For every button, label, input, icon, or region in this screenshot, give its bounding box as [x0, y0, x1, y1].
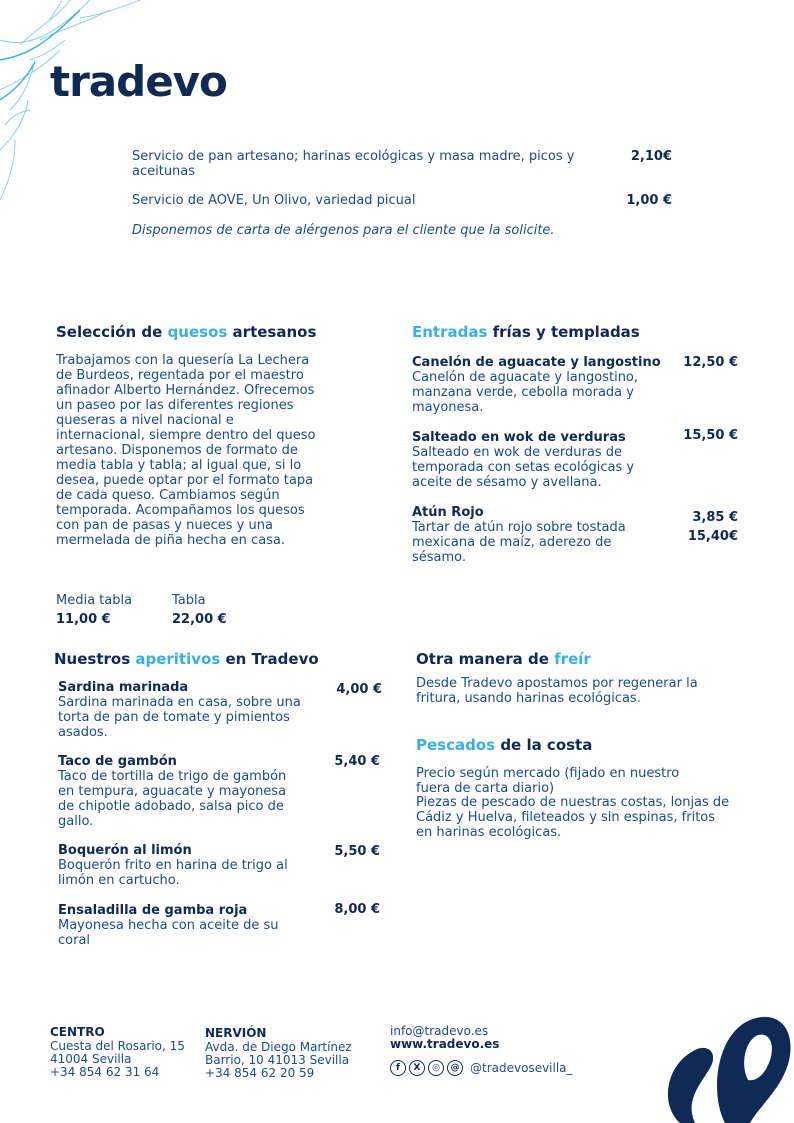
cheese-title-post: artesanos: [227, 323, 317, 341]
starter-item-price: 15,50 €: [683, 428, 738, 443]
aperitivo-item-name: Taco de gambón: [58, 754, 177, 769]
fish-title-highlight: Pescados: [416, 736, 496, 754]
aperitivos-title-pre: Nuestros: [54, 650, 136, 668]
starters-section-title: [412, 323, 640, 341]
cheese-format-half-label: Media tabla: [56, 593, 133, 608]
starter-item-name: Salteado en wok de verduras: [412, 430, 626, 445]
cheese-format-full-price: 22,00 €: [172, 612, 227, 627]
starter-item-price: 3,85 €: [692, 510, 738, 525]
footer-nervion-address-2: Barrio, 10 41013 Sevilla: [205, 1053, 350, 1067]
cheese-description: Trabajamos con la quesería La Lechera de Burdeos, regentada por el maestro afinador Alberto Hernández. Ofrecemos un paseo por las diferentes regiones queseras a nivel nacional e internacional, siempre dentro del queso artesano. Disponemos de formato de media tabla y tabla; al igual que, si lo desea, puede optar por el formato tapa de cada queso. Cambiamos según temporada. Acompañamos los quesos con pan de pasas y nueces y una mermelada de piña hecha en casa.: [56, 353, 316, 548]
starter-item-name: Canelón de aguacate y langostino: [412, 355, 661, 370]
fish-price-note: Precio según mercado (fijado en nuestro fuera de carta diario): [416, 766, 680, 796]
starter-item-desc: Tartar de atún rojo sobre tostada mexicana de maíz, aderezo de sésamo.: [412, 520, 626, 565]
fry-title-highlight: freír: [554, 650, 591, 668]
cheese-format-full-label: Tabla: [172, 593, 206, 608]
starter-item-price-large: 15,40€: [687, 529, 738, 544]
aperitivo-item-desc: Mayonesa hecha con aceite de su coral: [58, 918, 279, 948]
footer-nervion-phone: +34 854 62 20 59: [205, 1066, 315, 1080]
aperitivos-section-title: [54, 650, 319, 668]
aperitivo-item-name: Boquerón al limón: [58, 843, 192, 858]
cheese-title-highlight: quesos: [167, 323, 228, 341]
fish-section-title: [416, 736, 592, 754]
oil-service-text: Servicio de AOVE, Un Olivo, variedad picual: [132, 193, 416, 208]
bread-service-price: 2,10€: [630, 149, 672, 164]
social-icons: [390, 1060, 573, 1076]
x-icon[interactable]: X: [409, 1060, 425, 1076]
fry-section-title: [416, 650, 591, 668]
footer-centro-address-1: Cuesta del Rosario, 15: [50, 1039, 185, 1053]
aperitivo-item-name: Ensaladilla de gamba roja: [58, 903, 248, 918]
starters-title-highlight: Entradas: [412, 323, 488, 341]
aperitivo-item-name: Sardina marinada: [58, 680, 189, 695]
aperitivo-item-price: 8,00 €: [334, 902, 380, 917]
footer-centro-address-2: 41004 Sevilla: [50, 1052, 132, 1066]
cheese-section-title: [56, 323, 316, 341]
aperitivo-item-price: 4,00 €: [336, 682, 382, 697]
cheese-title-pre: Selección de: [56, 323, 168, 341]
aperitivo-item-desc: Boquerón frito en harina de trigo al limón en cartucho.: [58, 858, 288, 888]
starter-item-price: 12,50 €: [683, 355, 738, 370]
instagram-icon[interactable]: ◎: [428, 1060, 444, 1076]
footer-website-link[interactable]: www.tradevo.es: [390, 1037, 500, 1051]
starters-title-post: frías y templadas: [487, 323, 640, 341]
allergens-note: Disponemos de carta de alérgenos para el cliente que la solicite.: [132, 223, 555, 238]
footer-centro-title: CENTRO: [50, 1025, 105, 1039]
facebook-icon[interactable]: f: [390, 1060, 406, 1076]
footer-nervion-address-1: Avda. de Diego Martínez: [205, 1040, 352, 1054]
aperitivos-title-post: en Tradevo: [220, 650, 319, 668]
starter-item-name: Atún Rojo: [412, 505, 484, 520]
brand-mark-icon: [640, 1010, 794, 1123]
social-handle[interactable]: @tradevosevilla_: [470, 1061, 573, 1075]
footer-nervion-title: NERVIÓN: [205, 1026, 267, 1040]
cheese-format-half-price: 11,00 €: [56, 612, 111, 627]
threads-icon[interactable]: @: [447, 1060, 463, 1076]
aperitivo-item-desc: Taco de tortilla de trigo de gambón en tempura, aguacate y mayonesa de chipotle adobado, salsa pico de gallo.: [58, 769, 287, 829]
aperitivos-title-highlight: aperitivos: [135, 650, 221, 668]
oil-service-price: 1,00 €: [626, 193, 672, 208]
decorative-branches: [0, 0, 200, 220]
aperitivo-item-price: 5,40 €: [334, 754, 380, 769]
aperitivo-item-price: 5,50 €: [334, 844, 380, 859]
starter-item-desc: Canelón de aguacate y langostino, manzana verde, cebolla morada y mayonesa.: [412, 370, 639, 415]
footer-email-link[interactable]: info@tradevo.es: [390, 1024, 489, 1038]
aperitivo-item-desc: Sardina marinada en casa, sobre una torta de pan de tomate y pimientos asados.: [58, 695, 301, 740]
fish-title-post: de la costa: [495, 736, 593, 754]
bread-service-text: Servicio de pan artesano; harinas ecológicas y masa madre, picos y aceitunas: [132, 149, 575, 179]
fry-description: Desde Tradevo apostamos por regenerar la fritura, usando harinas ecológicas.: [416, 676, 698, 706]
fry-title-pre: Otra manera de: [416, 650, 555, 668]
brand-logo: tradevo: [50, 57, 227, 106]
starter-item-desc: Salteado en wok de verduras de temporada con setas ecológicas y aceite de sésamo y avellana.: [412, 445, 635, 490]
fish-description: Piezas de pescado de nuestras costas, lonjas de Cádiz y Huelva, fileteados y sin espinas, fritos en harinas ecológicas.: [416, 795, 730, 840]
footer-centro-phone: +34 854 62 31 64: [50, 1065, 160, 1079]
